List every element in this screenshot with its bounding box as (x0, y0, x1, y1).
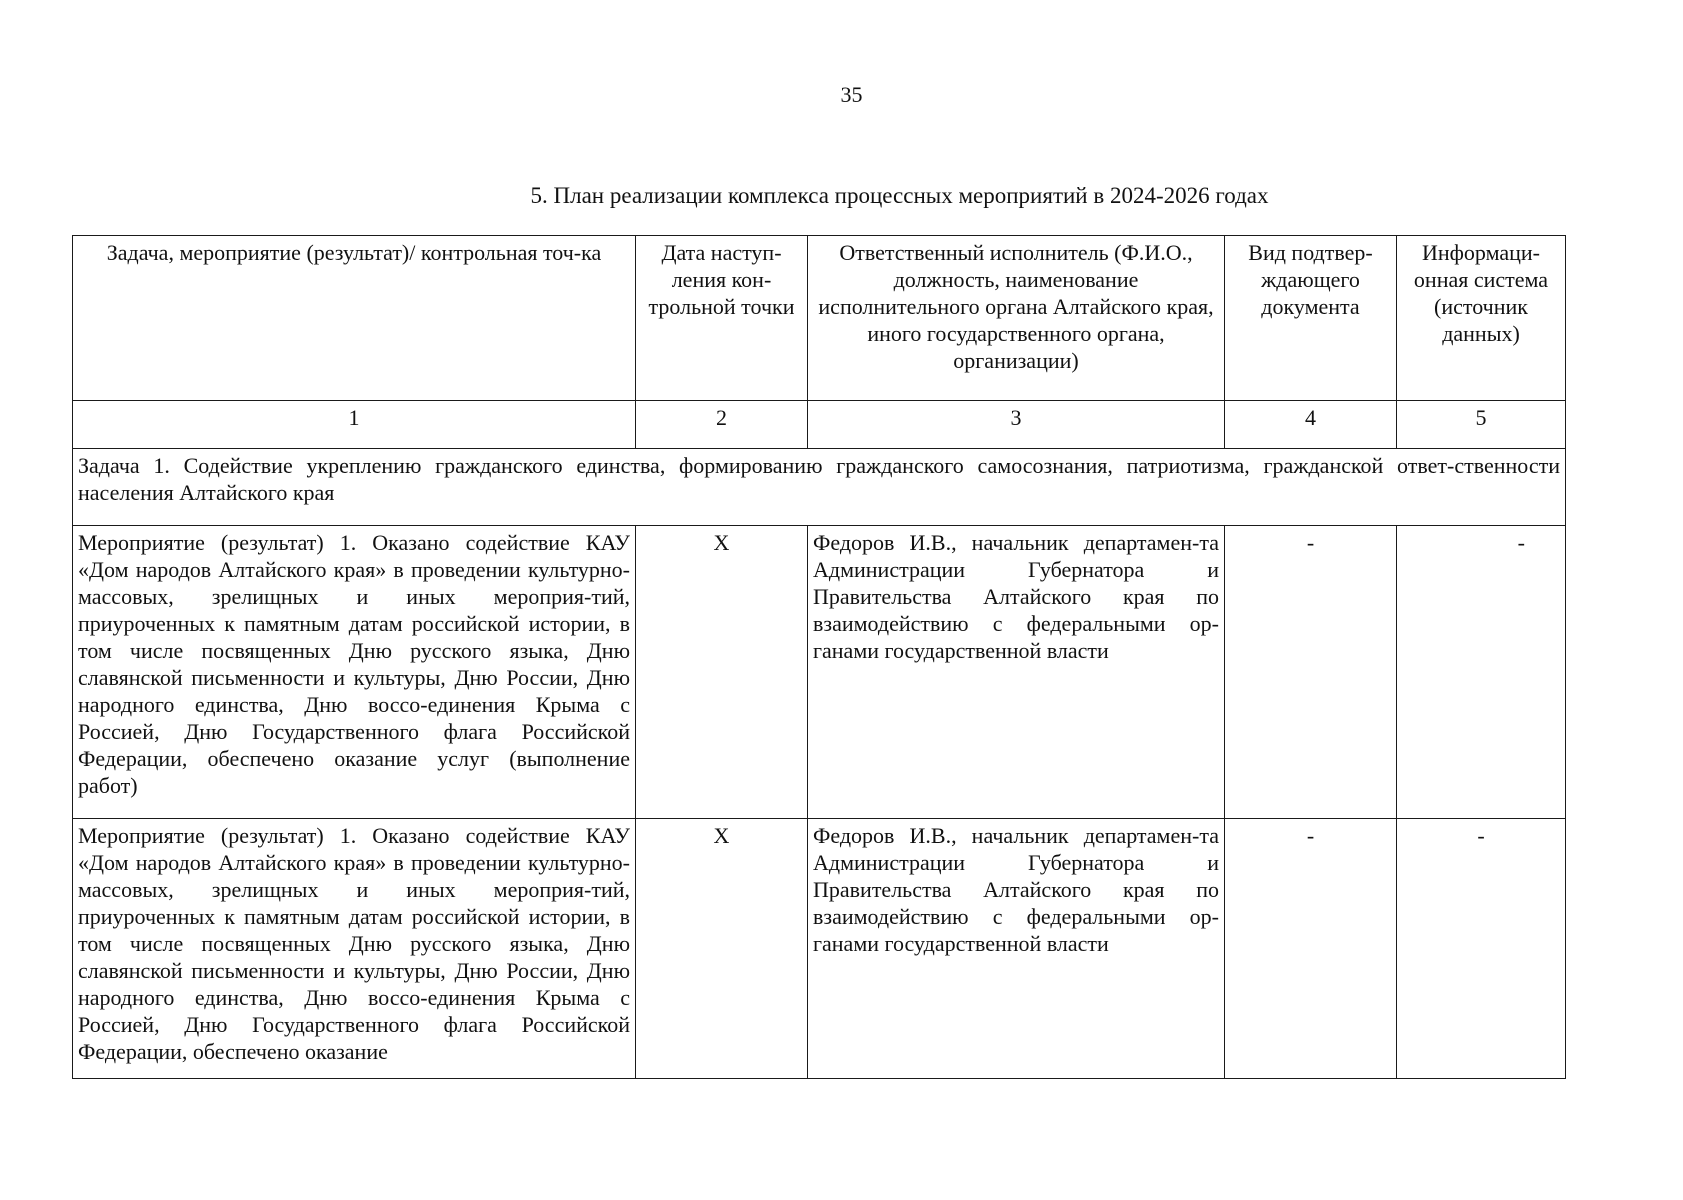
event-cell: Мероприятие (результат) 1. Оказано содействие КАУ «Дом народов Алтайского края» в проведении культурно-массовых, зрелищных и иных мероприя-тий, приуроченных к памятным датам российской истории, в том числе посвященных Дню русского языка, Дню славянской письменности и культуры, Дню России, Дню народного единства, Дню воссо-единения Крыма с Россией, Дню Государственного флага Российской Федерации, обеспечено оказание (73, 819, 636, 1079)
table-row (73, 819, 1566, 1079)
column-number: 2 (636, 401, 808, 449)
date-cell: X (636, 819, 808, 1079)
task-text: Задача 1. Содействие укреплению гражданского единства, формированию гражданского самосознания, патриотизма, гражданской ответ-ственности населения Алтайского края (73, 449, 1566, 526)
header-responsible: Ответственный исполнитель (Ф.И.О., должность, наименование исполнительного органа Алтайского края, иного государственного органа, организации) (808, 236, 1225, 401)
plan-table (72, 235, 1566, 1079)
column-number: 3 (808, 401, 1225, 449)
header-document: Вид подтвер-ждающего документа (1225, 236, 1397, 401)
header-task: Задача, мероприятие (результат)/ контрольная точ-ка (73, 236, 636, 401)
task-row (73, 449, 1566, 526)
table-row (73, 526, 1566, 819)
responsible-cell: Федоров И.В., начальник департамен-та Администрации Губернатора и Правительства Алтайского края по взаимодействию с федеральными ор-ганами государственной власти (808, 526, 1225, 819)
column-number: 5 (1397, 401, 1566, 449)
column-number: 4 (1225, 401, 1397, 449)
document-cell: - (1225, 819, 1397, 1079)
header-system: Информаци-онная система (источник данных) (1397, 236, 1566, 401)
header-row (73, 236, 1566, 401)
system-cell: - (1397, 526, 1566, 819)
column-number: 1 (73, 401, 636, 449)
date-cell: X (636, 526, 808, 819)
document-cell: - (1225, 526, 1397, 819)
section-title: 5. План реализации комплекса процессных мероприятий в 2024-2026 годах (530, 183, 1269, 208)
event-cell: Мероприятие (результат) 1. Оказано содействие КАУ «Дом народов Алтайского края» в проведении культурно-массовых, зрелищных и иных мероприя-тий, приуроченных к памятным датам российской истории, в том числе посвященных Дню русского языка, Дню славянской письменности и культуры, Дню России, Дню народного единства, Дню воссо-единения Крыма с Россией, Дню Государственного флага Российской Федерации, обеспечено оказание услуг (выполнение работ) (73, 526, 636, 819)
page-number: 35 (840, 82, 863, 107)
column-number-row (73, 401, 1566, 449)
system-cell: - (1397, 819, 1566, 1079)
header-date: Дата наступ-ления кон-трольной точки (636, 236, 808, 401)
responsible-cell: Федоров И.В., начальник департамен-та Администрации Губернатора и Правительства Алтайского края по взаимодействию с федеральными ор-ганами государственной власти (808, 819, 1225, 1079)
